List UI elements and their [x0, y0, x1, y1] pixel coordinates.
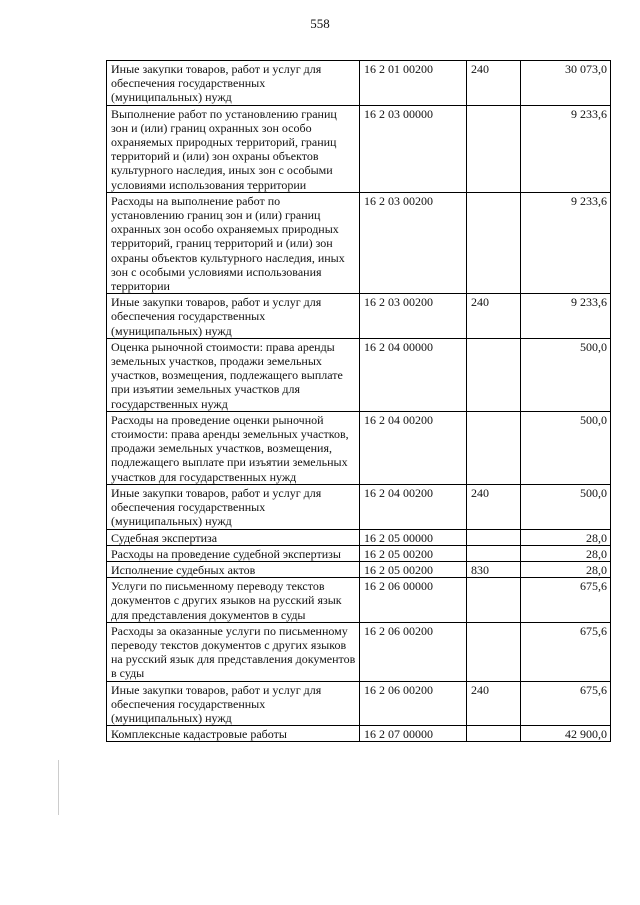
table-row [107, 726, 611, 742]
page-number: 558 [310, 16, 330, 31]
table-row [107, 561, 611, 577]
row-amount-cell: 9 233,6 [521, 294, 611, 339]
row-name-cell: Расходы на проведение судебной экспертизы [107, 545, 360, 561]
budget-table-body [107, 61, 611, 742]
row-name-cell: Комплексные кадастровые работы [107, 726, 360, 742]
row-amount-cell: 9 233,6 [521, 105, 611, 192]
row-expense-type-cell: 240 [467, 294, 521, 339]
row-expense-type-cell: 240 [467, 681, 521, 726]
row-amount-cell: 675,6 [521, 578, 611, 623]
row-code-cell: 16 2 04 00200 [360, 484, 467, 529]
row-expense-type-cell [467, 105, 521, 192]
row-name-cell: Иные закупки товаров, работ и услуг для обеспечения государственных (муниципальных) нужд [107, 484, 360, 529]
row-expense-type-cell: 240 [467, 484, 521, 529]
row-name-cell: Оценка рыночной стоимости: права аренды земельных участков, продажи земельных участков, возмещения, подлежащего выплате при изъятии земельных участков для государственных нужд [107, 338, 360, 411]
budget-table [106, 60, 611, 742]
table-row [107, 681, 611, 726]
row-amount-cell: 675,6 [521, 681, 611, 726]
row-code-cell: 16 2 03 00200 [360, 192, 467, 293]
row-code-cell: 16 2 03 00200 [360, 294, 467, 339]
table-row [107, 529, 611, 545]
row-expense-type-cell: 240 [467, 61, 521, 106]
row-code-cell: 16 2 06 00000 [360, 578, 467, 623]
row-code-cell: 16 2 04 00000 [360, 338, 467, 411]
row-amount-cell: 28,0 [521, 545, 611, 561]
row-name-cell: Услуги по письменному переводу текстов документов с других языков на русский язык для представления документов в суды [107, 578, 360, 623]
row-expense-type-cell: 830 [467, 561, 521, 577]
row-expense-type-cell [467, 578, 521, 623]
row-expense-type-cell [467, 192, 521, 293]
row-name-cell: Исполнение судебных актов [107, 561, 360, 577]
row-expense-type-cell [467, 545, 521, 561]
table-row [107, 192, 611, 293]
row-code-cell: 16 2 04 00200 [360, 411, 467, 484]
table-row [107, 338, 611, 411]
row-amount-cell: 9 233,6 [521, 192, 611, 293]
table-row [107, 105, 611, 192]
row-name-cell: Иные закупки товаров, работ и услуг для обеспечения государственных (муниципальных) нужд [107, 681, 360, 726]
row-name-cell: Иные закупки товаров, работ и услуг для обеспечения государственных (муниципальных) нужд [107, 294, 360, 339]
row-code-cell: 16 2 01 00200 [360, 61, 467, 106]
row-name-cell: Расходы за оказанные услуги по письменному переводу текстов документов с других языков на русский язык для представления документов в суды [107, 622, 360, 681]
table-row [107, 484, 611, 529]
table-row [107, 411, 611, 484]
row-amount-cell: 500,0 [521, 338, 611, 411]
row-amount-cell: 500,0 [521, 411, 611, 484]
table-row [107, 545, 611, 561]
row-code-cell: 16 2 05 00000 [360, 529, 467, 545]
table-row [107, 578, 611, 623]
table-row [107, 61, 611, 106]
row-amount-cell: 500,0 [521, 484, 611, 529]
row-code-cell: 16 2 06 00200 [360, 622, 467, 681]
row-expense-type-cell [467, 529, 521, 545]
row-code-cell: 16 2 07 00000 [360, 726, 467, 742]
row-amount-cell: 30 073,0 [521, 61, 611, 106]
row-expense-type-cell [467, 726, 521, 742]
row-name-cell: Расходы на проведение оценки рыночной стоимости: права аренды земельных участков, продажи земельных участков, возмещения, подлежащего выплате при изъятии земельных участков для государственных нужд [107, 411, 360, 484]
row-code-cell: 16 2 05 00200 [360, 545, 467, 561]
row-code-cell: 16 2 05 00200 [360, 561, 467, 577]
row-expense-type-cell [467, 622, 521, 681]
row-amount-cell: 28,0 [521, 561, 611, 577]
row-name-cell: Судебная экспертиза [107, 529, 360, 545]
table-row [107, 622, 611, 681]
scan-margin-mark [58, 760, 59, 815]
row-expense-type-cell [467, 338, 521, 411]
row-amount-cell: 675,6 [521, 622, 611, 681]
row-code-cell: 16 2 06 00200 [360, 681, 467, 726]
row-amount-cell: 42 900,0 [521, 726, 611, 742]
row-name-cell: Иные закупки товаров, работ и услуг для обеспечения государственных (муниципальных) нужд [107, 61, 360, 106]
row-expense-type-cell [467, 411, 521, 484]
table-row [107, 294, 611, 339]
row-name-cell: Расходы на выполнение работ по установлению границ зон и (или) границ охранных зон особо охраняемых природных территорий, границ территорий и (или) зон охраны объектов культурного наследия, иных зон с особыми условиями использования территории [107, 192, 360, 293]
row-name-cell: Выполнение работ по установлению границ зон и (или) границ охранных зон особо охраняемых природных территорий, границ территорий и (или) зон охраны объектов культурного наследия, иных зон с особыми условиями использования территории [107, 105, 360, 192]
row-amount-cell: 28,0 [521, 529, 611, 545]
row-code-cell: 16 2 03 00000 [360, 105, 467, 192]
